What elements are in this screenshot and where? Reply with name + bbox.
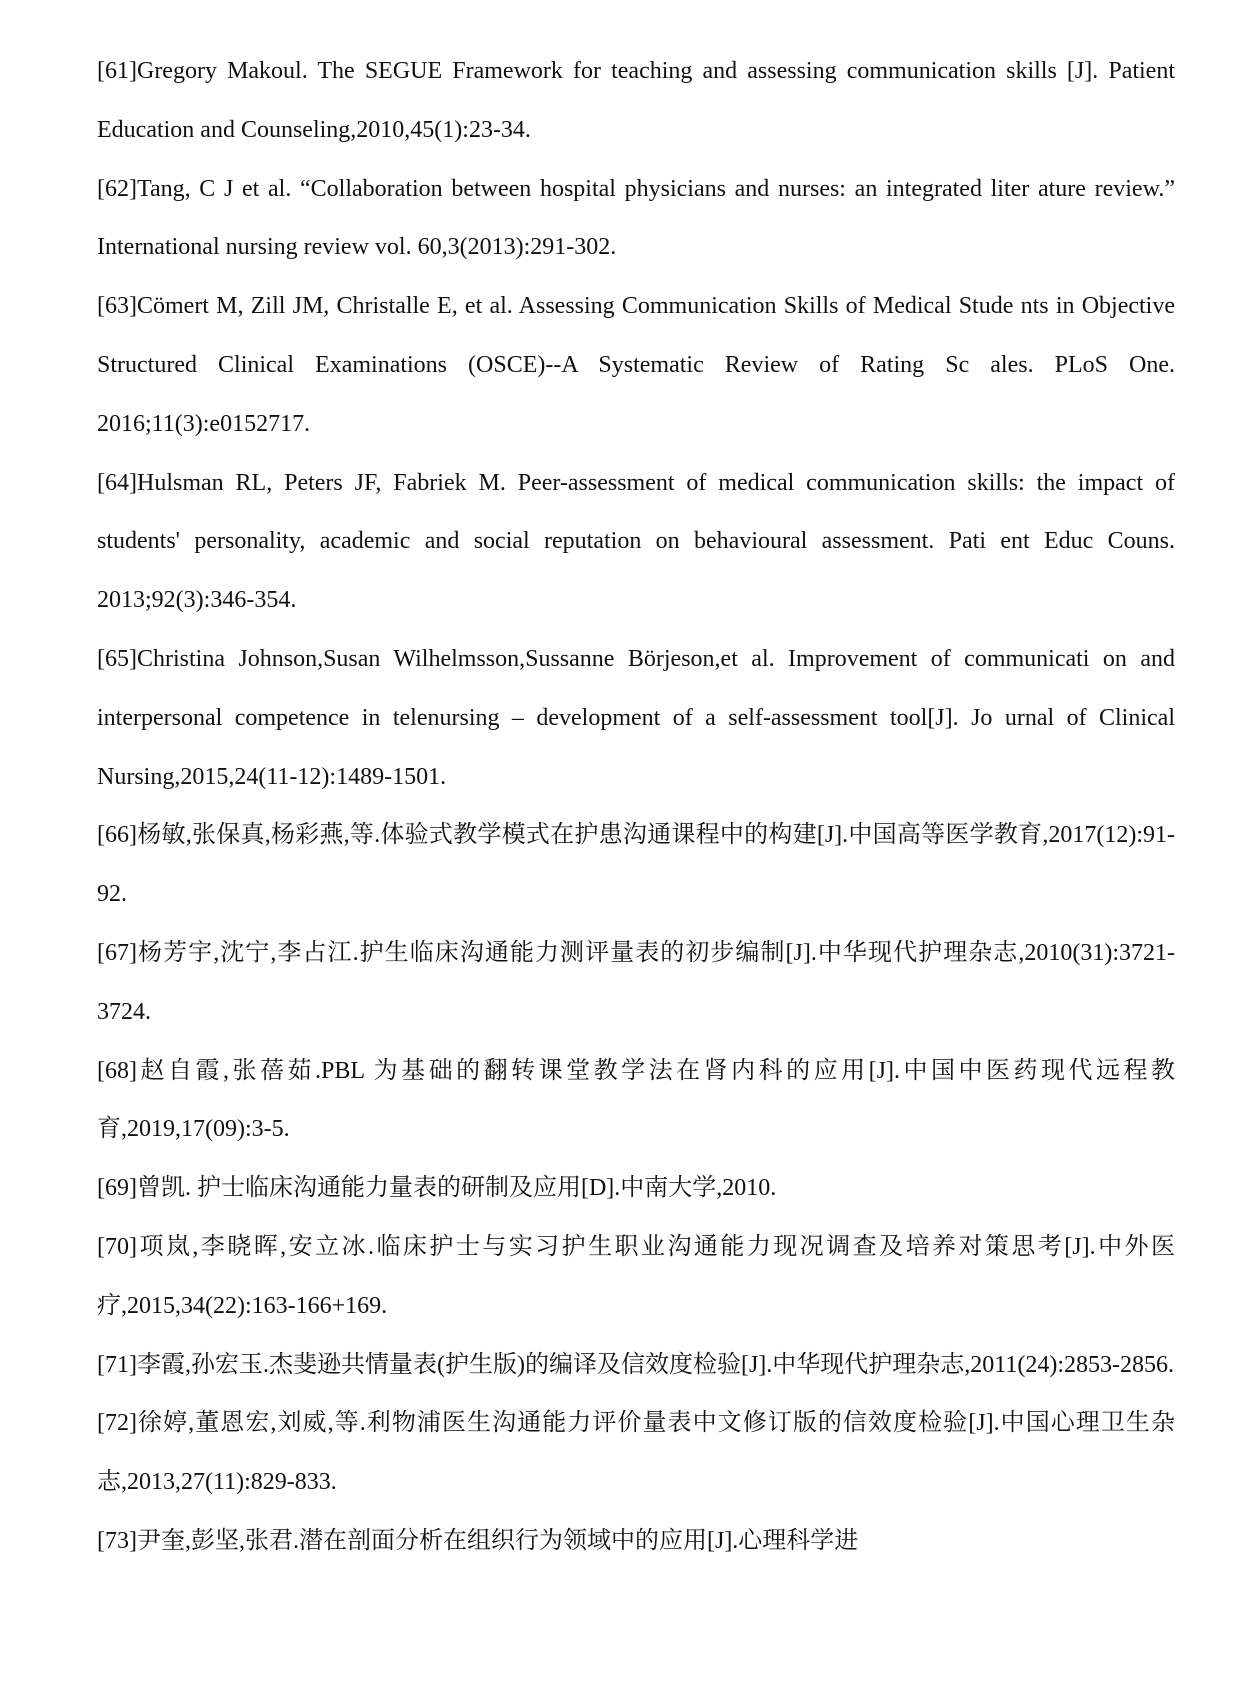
- reference-text: 赵自霞,张蓓茹.PBL 为基础的翻转课堂教学法在肾内科的应用[J].中国中医药现代远程教育,2019,17(09):3-5.: [97, 1057, 1175, 1143]
- reference-number: [68]: [97, 1057, 137, 1084]
- reference-number: [70]: [97, 1233, 137, 1260]
- reference-number: [72]: [97, 1410, 137, 1437]
- reference-item-64: [97, 454, 1175, 630]
- reference-text: Gregory Makoul. The SEGUE Framework for teaching and assessing communication skills [J]. Patient Education and Counseling,2010,45(1):23-34.: [97, 58, 1175, 143]
- reference-item-62: [97, 160, 1175, 278]
- reference-list: [97, 42, 1175, 1571]
- reference-item-63: [97, 277, 1175, 453]
- reference-number: [71]: [97, 1351, 137, 1378]
- reference-item-72: [97, 1394, 1175, 1512]
- reference-text: 杨敏,张保真,杨彩燕,等.体验式教学模式在护患沟通课程中的构建[J].中国高等医学教育,2017(12):91-92.: [97, 822, 1175, 908]
- reference-text: 杨芳宇,沈宁,李占江.护生临床沟通能力测评量表的初步编制[J].中华现代护理杂志,2010(31):3721-3724.: [97, 939, 1175, 1025]
- reference-text: 徐婷,董恩宏,刘威,等.利物浦医生沟通能力评价量表中文修订版的信效度检验[J].中国心理卫生杂志,2013,27(11):829-833.: [97, 1410, 1175, 1496]
- reference-number: [73]: [97, 1527, 137, 1554]
- reference-text: 李霞,孙宏玉.杰斐逊共情量表(护生版)的编译及信效度检验[J].中华现代护理杂志,2011(24):2853-2856.: [136, 1351, 1175, 1378]
- reference-item-68: [97, 1042, 1175, 1160]
- reference-text: Cömert M, Zill JM, Christalle E, et al. Assessing Communication Skills of Medical Stude nts in Objective Structured Clinical Examinations (OSCE)--A Systematic Review of Rating Sc ales. PLoS One. 2016;11(3):e0152717.: [97, 293, 1175, 437]
- reference-number: [61]: [97, 58, 137, 84]
- reference-text: 项岚,李晓晖,安立冰.临床护士与实习护生职业沟通能力现况调查及培养对策思考[J].中外医疗,2015,34(22):163-166+169.: [97, 1233, 1175, 1319]
- reference-item-73: [97, 1512, 1175, 1571]
- reference-number: [62]: [97, 175, 137, 202]
- reference-item-69: [97, 1159, 1175, 1218]
- reference-item-66: [97, 806, 1175, 924]
- reference-number: [65]: [97, 645, 137, 672]
- reference-number: [67]: [97, 939, 137, 966]
- reference-text: Hulsman RL, Peters JF, Fabriek M. Peer-assessment of medical communication skills: the impact of students' personality, academic and social reputation on behavioural assessment. Pati ent Educ Couns. 2013;92(3):346-354.: [97, 469, 1175, 614]
- reference-number: [63]: [97, 293, 137, 320]
- reference-text: Christina Johnson,Susan Wilhelmsson,Sussanne Börjeson,et al. Improvement of communicati on and interpersonal competence in telenursing – development of a self-assessment tool[J]. Jo urnal of Clinical Nursing,2015,24(11-12):1489-1501.: [97, 645, 1175, 790]
- reference-text: 尹奎,彭坚,张君.潜在剖面分析在组织行为领域中的应用[J].心理科学进: [136, 1527, 859, 1554]
- reference-item-65: [97, 630, 1175, 806]
- reference-item-71: [97, 1336, 1175, 1395]
- reference-text: Tang, C J et al. “Collaboration between hospital physicians and nurses: an integrated liter ature review.” International nursing review vol. 60,3(2013):291-302.: [97, 175, 1175, 261]
- reference-item-70: [97, 1218, 1175, 1336]
- reference-text: 曾凯. 护士临床沟通能力量表的研制及应用[D].中南大学,2010.: [136, 1175, 777, 1202]
- reference-number: [69]: [97, 1175, 137, 1202]
- reference-number: [66]: [97, 822, 137, 849]
- reference-item-61: [97, 42, 1175, 160]
- reference-number: [64]: [97, 469, 137, 496]
- reference-item-67: [97, 924, 1175, 1042]
